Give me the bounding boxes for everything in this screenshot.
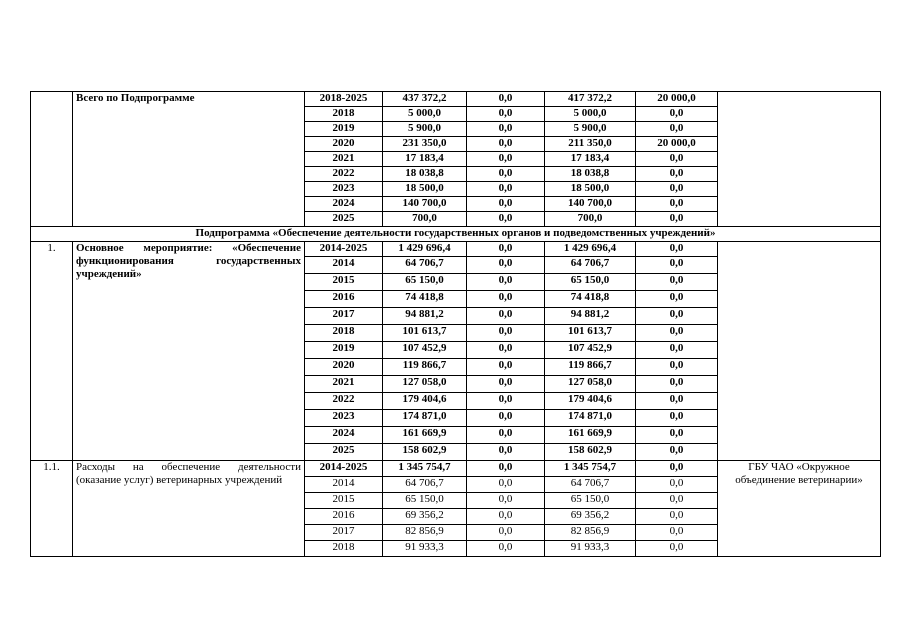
- year-cell: 2018-2025: [305, 92, 383, 107]
- federal-cell: 0,0: [467, 410, 545, 427]
- total-cell: 65 150,0: [383, 493, 467, 509]
- total-cell: 101 613,7: [383, 325, 467, 342]
- total-cell: 158 602,9: [383, 444, 467, 461]
- regional-cell: 161 669,9: [545, 427, 636, 444]
- budget-table: [30, 91, 881, 557]
- other-cell: 0,0: [636, 274, 718, 291]
- other-cell: 0,0: [636, 342, 718, 359]
- regional-cell: 174 871,0: [545, 410, 636, 427]
- other-cell: 0,0: [636, 410, 718, 427]
- year-cell: 2022: [305, 167, 383, 182]
- year-cell: 2015: [305, 493, 383, 509]
- row-number: 1.: [31, 242, 73, 461]
- regional-cell: 94 881,2: [545, 308, 636, 325]
- regional-cell: 65 150,0: [545, 274, 636, 291]
- other-cell: 0,0: [636, 461, 718, 477]
- year-cell: 2017: [305, 525, 383, 541]
- year-cell: 2023: [305, 182, 383, 197]
- year-cell: 2017: [305, 308, 383, 325]
- total-cell: 437 372,2: [383, 92, 467, 107]
- regional-cell: 179 404,6: [545, 393, 636, 410]
- other-cell: 0,0: [636, 325, 718, 342]
- year-cell: 2014-2025: [305, 461, 383, 477]
- other-cell: 0,0: [636, 197, 718, 212]
- total-cell: 700,0: [383, 212, 467, 227]
- other-cell: 0,0: [636, 444, 718, 461]
- executor-cell: [718, 92, 881, 227]
- regional-cell: 64 706,7: [545, 477, 636, 493]
- row-label: Всего по Подпрограмме: [73, 92, 305, 227]
- regional-cell: 140 700,0: [545, 197, 636, 212]
- other-cell: 0,0: [636, 167, 718, 182]
- federal-cell: 0,0: [467, 461, 545, 477]
- federal-cell: 0,0: [467, 342, 545, 359]
- federal-cell: 0,0: [467, 376, 545, 393]
- total-cell: 65 150,0: [383, 274, 467, 291]
- regional-cell: 127 058,0: [545, 376, 636, 393]
- year-cell: 2024: [305, 197, 383, 212]
- regional-cell: 5 900,0: [545, 122, 636, 137]
- other-cell: 0,0: [636, 257, 718, 274]
- federal-cell: 0,0: [467, 325, 545, 342]
- other-cell: 0,0: [636, 427, 718, 444]
- row-label: Основное мероприятие: «Обеспечение функционирования государственных учреждений»: [73, 242, 305, 461]
- year-cell: 2015: [305, 274, 383, 291]
- total-cell: 91 933,3: [383, 541, 467, 557]
- table-row: [31, 461, 881, 477]
- other-cell: 0,0: [636, 359, 718, 376]
- federal-cell: 0,0: [467, 359, 545, 376]
- subprogram-heading: Подпрограмма «Обеспечение деятельности государственных органов и подведомственных учреждений»: [31, 227, 881, 242]
- total-cell: 5 000,0: [383, 107, 467, 122]
- federal-cell: 0,0: [467, 152, 545, 167]
- federal-cell: 0,0: [467, 393, 545, 410]
- other-cell: 0,0: [636, 541, 718, 557]
- subprogram-heading-row: [31, 227, 881, 242]
- regional-cell: 417 372,2: [545, 92, 636, 107]
- year-cell: 2023: [305, 410, 383, 427]
- federal-cell: 0,0: [467, 107, 545, 122]
- regional-cell: 91 933,3: [545, 541, 636, 557]
- total-cell: 1 429 696,4: [383, 242, 467, 257]
- year-cell: 2014: [305, 257, 383, 274]
- total-cell: 231 350,0: [383, 137, 467, 152]
- regional-cell: 700,0: [545, 212, 636, 227]
- year-cell: 2022: [305, 393, 383, 410]
- federal-cell: 0,0: [467, 541, 545, 557]
- federal-cell: 0,0: [467, 197, 545, 212]
- other-cell: 0,0: [636, 525, 718, 541]
- federal-cell: 0,0: [467, 444, 545, 461]
- federal-cell: 0,0: [467, 509, 545, 525]
- other-cell: 0,0: [636, 122, 718, 137]
- regional-cell: 101 613,7: [545, 325, 636, 342]
- year-cell: 2018: [305, 541, 383, 557]
- regional-cell: 158 602,9: [545, 444, 636, 461]
- regional-cell: 1 429 696,4: [545, 242, 636, 257]
- other-cell: 0,0: [636, 493, 718, 509]
- federal-cell: 0,0: [467, 493, 545, 509]
- other-cell: 0,0: [636, 509, 718, 525]
- year-cell: 2025: [305, 212, 383, 227]
- year-cell: 2016: [305, 291, 383, 308]
- other-cell: 0,0: [636, 308, 718, 325]
- total-cell: 1 345 754,7: [383, 461, 467, 477]
- row-label: Расходы на обеспечение деятельности (оказание услуг) ветеринарных учреждений: [73, 461, 305, 557]
- federal-cell: 0,0: [467, 212, 545, 227]
- year-cell: 2021: [305, 152, 383, 167]
- other-cell: 0,0: [636, 152, 718, 167]
- regional-cell: 107 452,9: [545, 342, 636, 359]
- total-cell: 17 183,4: [383, 152, 467, 167]
- year-cell: 2024: [305, 427, 383, 444]
- total-cell: 64 706,7: [383, 257, 467, 274]
- total-cell: 82 856,9: [383, 525, 467, 541]
- other-cell: 0,0: [636, 242, 718, 257]
- executor-cell: ГБУ ЧАО «Окружное объединение ветеринарии»: [718, 461, 881, 557]
- federal-cell: 0,0: [467, 308, 545, 325]
- total-cell: 179 404,6: [383, 393, 467, 410]
- total-cell: 127 058,0: [383, 376, 467, 393]
- total-cell: 94 881,2: [383, 308, 467, 325]
- table-row: [31, 92, 881, 107]
- total-cell: 69 356,2: [383, 509, 467, 525]
- year-cell: 2016: [305, 509, 383, 525]
- total-cell: 74 418,8: [383, 291, 467, 308]
- total-cell: 18 038,8: [383, 167, 467, 182]
- regional-cell: 1 345 754,7: [545, 461, 636, 477]
- row-number: 1.1.: [31, 461, 73, 557]
- other-cell: 20 000,0: [636, 92, 718, 107]
- total-cell: 161 669,9: [383, 427, 467, 444]
- year-cell: 2020: [305, 137, 383, 152]
- regional-cell: 18 038,8: [545, 167, 636, 182]
- total-cell: 107 452,9: [383, 342, 467, 359]
- year-cell: 2020: [305, 359, 383, 376]
- regional-cell: 18 500,0: [545, 182, 636, 197]
- federal-cell: 0,0: [467, 92, 545, 107]
- year-cell: 2025: [305, 444, 383, 461]
- row-number: [31, 92, 73, 227]
- total-cell: 18 500,0: [383, 182, 467, 197]
- other-cell: 0,0: [636, 477, 718, 493]
- other-cell: 0,0: [636, 182, 718, 197]
- federal-cell: 0,0: [467, 137, 545, 152]
- federal-cell: 0,0: [467, 291, 545, 308]
- year-cell: 2021: [305, 376, 383, 393]
- year-cell: 2018: [305, 107, 383, 122]
- year-cell: 2018: [305, 325, 383, 342]
- regional-cell: 69 356,2: [545, 509, 636, 525]
- federal-cell: 0,0: [467, 122, 545, 137]
- regional-cell: 65 150,0: [545, 493, 636, 509]
- federal-cell: 0,0: [467, 242, 545, 257]
- total-cell: 5 900,0: [383, 122, 467, 137]
- other-cell: 0,0: [636, 393, 718, 410]
- total-cell: 64 706,7: [383, 477, 467, 493]
- year-cell: 2019: [305, 122, 383, 137]
- federal-cell: 0,0: [467, 167, 545, 182]
- total-cell: 119 866,7: [383, 359, 467, 376]
- year-cell: 2014: [305, 477, 383, 493]
- other-cell: 0,0: [636, 376, 718, 393]
- regional-cell: 64 706,7: [545, 257, 636, 274]
- regional-cell: 211 350,0: [545, 137, 636, 152]
- federal-cell: 0,0: [467, 274, 545, 291]
- year-cell: 2014-2025: [305, 242, 383, 257]
- federal-cell: 0,0: [467, 257, 545, 274]
- other-cell: 0,0: [636, 107, 718, 122]
- federal-cell: 0,0: [467, 427, 545, 444]
- regional-cell: 119 866,7: [545, 359, 636, 376]
- other-cell: 0,0: [636, 212, 718, 227]
- federal-cell: 0,0: [467, 182, 545, 197]
- table-row: [31, 242, 881, 257]
- regional-cell: 5 000,0: [545, 107, 636, 122]
- regional-cell: 17 183,4: [545, 152, 636, 167]
- federal-cell: 0,0: [467, 477, 545, 493]
- total-cell: 140 700,0: [383, 197, 467, 212]
- executor-cell: [718, 242, 881, 461]
- total-cell: 174 871,0: [383, 410, 467, 427]
- year-cell: 2019: [305, 342, 383, 359]
- regional-cell: 74 418,8: [545, 291, 636, 308]
- other-cell: 0,0: [636, 291, 718, 308]
- other-cell: 20 000,0: [636, 137, 718, 152]
- federal-cell: 0,0: [467, 525, 545, 541]
- regional-cell: 82 856,9: [545, 525, 636, 541]
